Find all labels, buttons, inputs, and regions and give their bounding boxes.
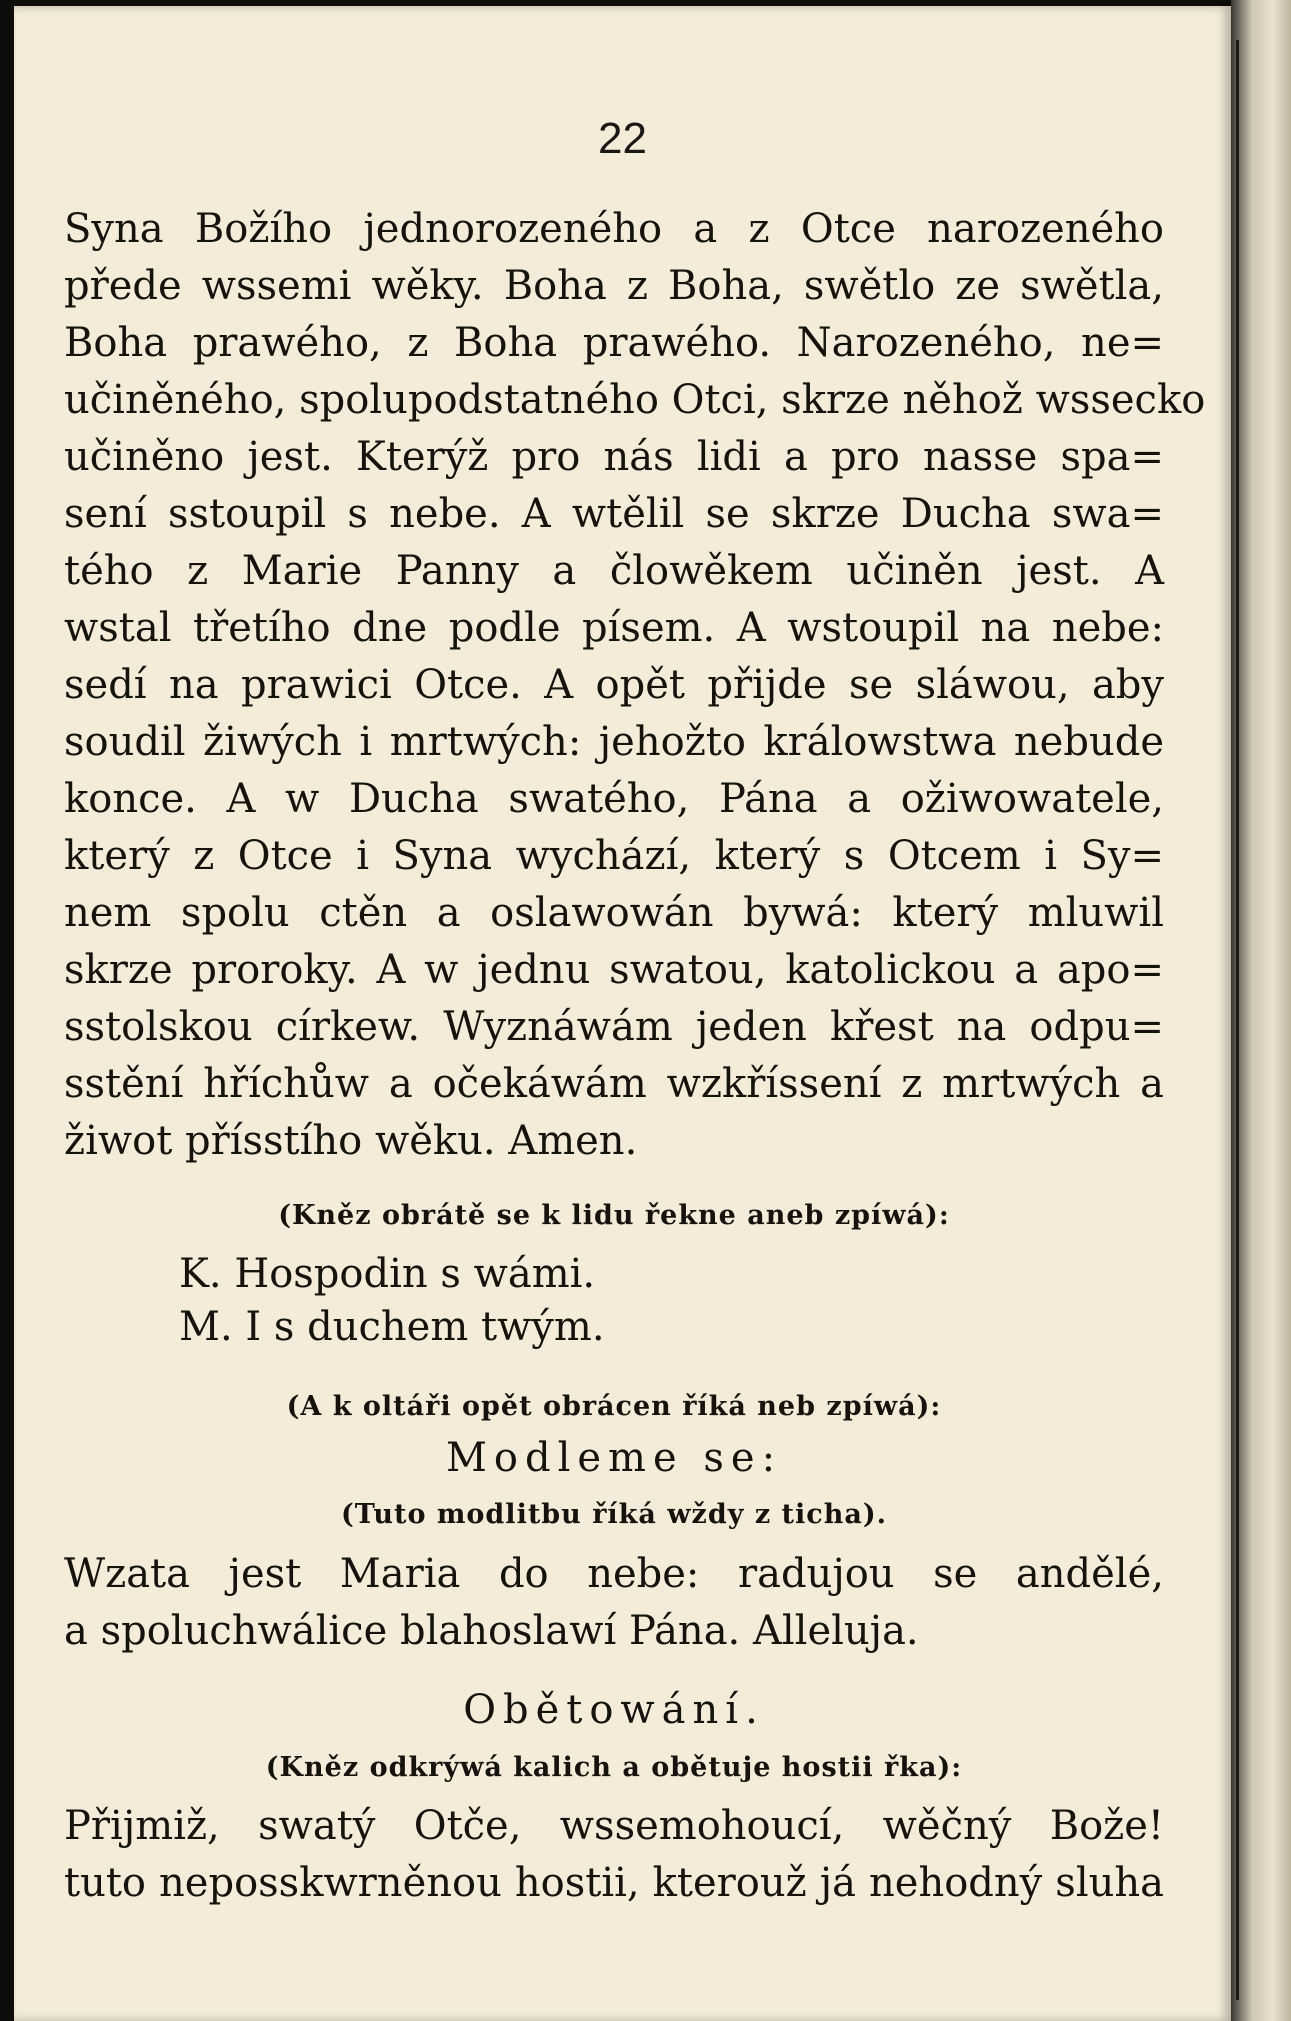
creed-paragraph bbox=[64, 201, 1206, 1170]
text-line: tého z Marie Panny a člowěkem učiněn jest. A bbox=[64, 548, 1164, 594]
text-line: Boha prawého, z Boha prawého. Narozeného, ne= bbox=[64, 320, 1164, 366]
book-page bbox=[14, 6, 1231, 2021]
text-line: konce. A w Ducha swatého, Pána a ožiwowatele, bbox=[64, 776, 1164, 822]
text-line: učiněno jest. Kterýž pro nás lidi a pro nasse spa= bbox=[64, 434, 1164, 480]
text-line: tuto neposskwrněnou hostii, kterouž já nehodný sluha bbox=[64, 1860, 1164, 1906]
page-number: 22 bbox=[598, 114, 647, 163]
section-heading: Obětowání. bbox=[463, 1687, 765, 1733]
text-line: skrze proroky. A w jednu swatou, katolickou a apo= bbox=[64, 947, 1164, 993]
offertory-paragraph bbox=[64, 1798, 1164, 1912]
text-line: Syna Božího jednorozeného a z Otce narozeného bbox=[64, 206, 1164, 252]
text-line: nem spolu ctěn a oslawowán bywá: který mluwil bbox=[64, 890, 1164, 936]
text-line: žiwot přísstího wěku. Amen. bbox=[64, 1118, 638, 1164]
page-text bbox=[64, 201, 1206, 1912]
text-line: sení sstoupil s nebe. A wtělil se skrze Ducha swa= bbox=[64, 491, 1164, 537]
rubric-instruction: (A k oltáři opět obrácen říká neb zpíwá): bbox=[286, 1391, 942, 1422]
text-line: a spoluchwálice blahoslawí Pána. Alleluja. bbox=[64, 1608, 919, 1654]
dialog-line: K. Hospodin s wámi. bbox=[179, 1251, 596, 1297]
dialog-block bbox=[64, 1248, 1164, 1354]
text-line: přede wssemi wěky. Boha z Boha, swětlo ze swětla, bbox=[64, 263, 1164, 309]
rubric-instruction: (Kněz obrátě se k lidu řekne aneb zpíwá): bbox=[278, 1200, 950, 1231]
dialog-line: M. I s duchem twým. bbox=[179, 1304, 605, 1350]
text-line: sstolskou církew. Wyznáwám jeden křest na odpu= bbox=[64, 1004, 1164, 1050]
text-line: Wzata jest Maria do nebe: radujou se andělé, bbox=[64, 1551, 1164, 1597]
book-spine-edge bbox=[1231, 0, 1291, 2021]
page-gutter-line bbox=[1236, 40, 1239, 2000]
text-line: sedí na prawici Otce. A opět přijde se sláwou, aby bbox=[64, 662, 1164, 708]
text-line: sstění hříchůw a očekáwám wzkříssení z mrtwých a bbox=[64, 1061, 1164, 1107]
rubric-instruction: (Tuto modlitbu říká wždy z ticha). bbox=[340, 1499, 888, 1530]
prayer-paragraph bbox=[64, 1546, 1164, 1660]
section-heading: Modleme se: bbox=[445, 1435, 783, 1481]
rubric-instruction: (Kněz odkrýwá kalich a obětuje hostii řka): bbox=[265, 1752, 963, 1783]
text-line: který z Otce i Syna wychází, který s Otcem i Sy= bbox=[64, 833, 1164, 879]
text-line: soudil žiwých i mrtwých: jehožto králowstwa nebude bbox=[64, 719, 1164, 765]
text-line: wstal třetího dne podle písem. A wstoupil na nebe: bbox=[64, 605, 1164, 651]
text-line: učiněného, spolupodstatného Otci, skrze něhož wssecko bbox=[64, 377, 1206, 423]
text-line: Přijmiž, swatý Otče, wssemohoucí, wěčný Bože! bbox=[64, 1803, 1164, 1849]
